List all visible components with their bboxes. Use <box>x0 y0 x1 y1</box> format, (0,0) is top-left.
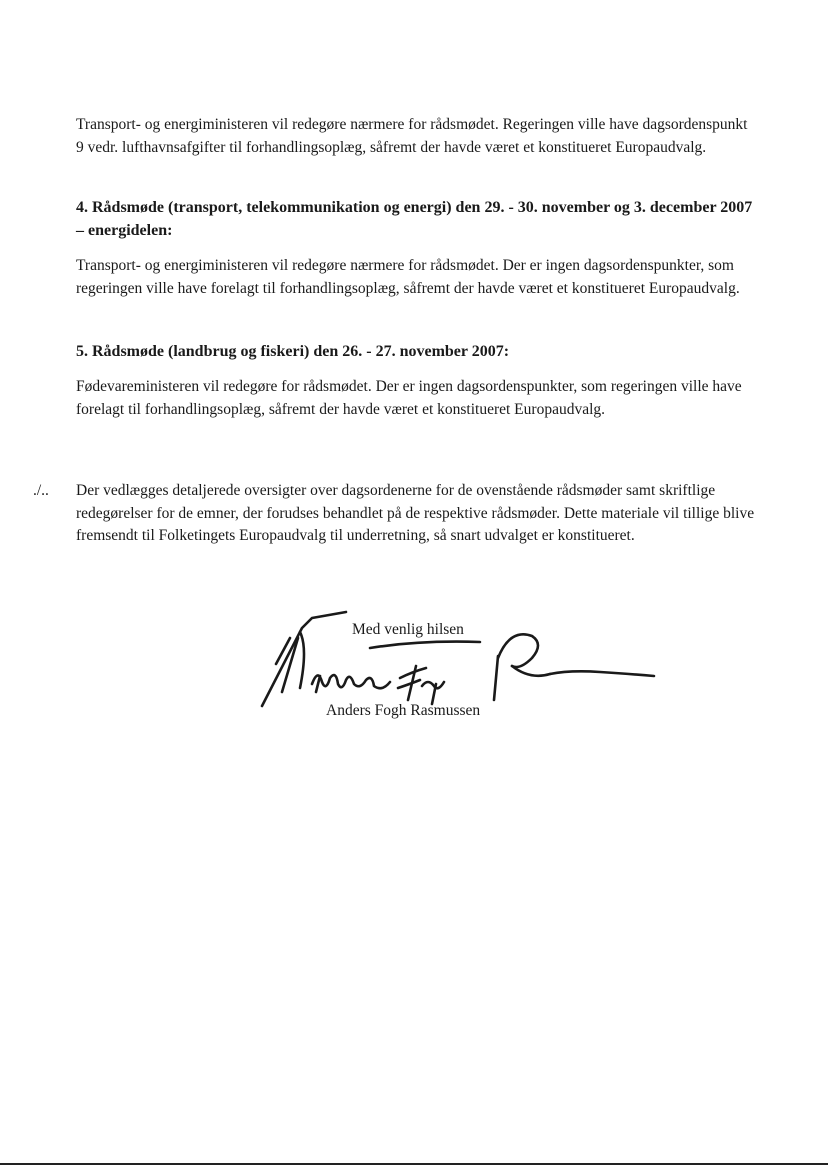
enclosure-margin-mark: ./.. <box>33 482 49 499</box>
paragraph-agriculture-council: Fødevareministeren vil redegøre for rådsmødet. Der er ingen dagsordenspunkter, som regeringen ville have forelagt til forhandlingsoplæg, såfremt der havde været et konstitueret Europaudvalg. <box>76 378 742 418</box>
signer-name: Anders Fogh Rasmussen <box>326 702 481 719</box>
page-bottom-rule <box>0 1163 828 1165</box>
heading-council-meeting-5: 5. Rådsmøde (landbrug og fiskeri) den 26. - 27. november 2007: <box>76 343 510 360</box>
paragraph-transport-airport-fees: Transport- og energiministeren vil redegøre nærmere for rådsmødet. Regeringen ville have dagsordenspunkt 9 vedr. lufthavnsafgifter til forhandlingsoplæg, såfremt der havde været et konstitueret Europaudvalg. <box>76 116 748 156</box>
paragraph-energy-council: Transport- og energiministeren vil redegøre nærmere for rådsmødet. Der er ingen dagsordenspunkter, som regeringen ville have forelagt til forhandlingsoplæg, såfremt der havde været et konstitueret Europaudvalg. <box>76 257 740 297</box>
heading-council-meeting-4: 4. Rådsmøde (transport, telekommunikation og energi) den 29. - 30. november og 3. december 2007 – energidelen: <box>76 199 753 239</box>
paragraph-enclosures: Der vedlægges detaljerede oversigter over dagsordenerne for de ovenstående rådsmøder samt skriftlige redegørelser for de emner, der forudses behandlet på de respektive rådsmøder. Dette materiale vil tillige blive fremsendt til Folketingets Europaudvalg til underretning, så snart udvalget er konstitueret. <box>76 482 755 545</box>
closing-salutation: Med venlig hilsen <box>352 621 464 638</box>
handwritten-signature <box>250 608 670 708</box>
